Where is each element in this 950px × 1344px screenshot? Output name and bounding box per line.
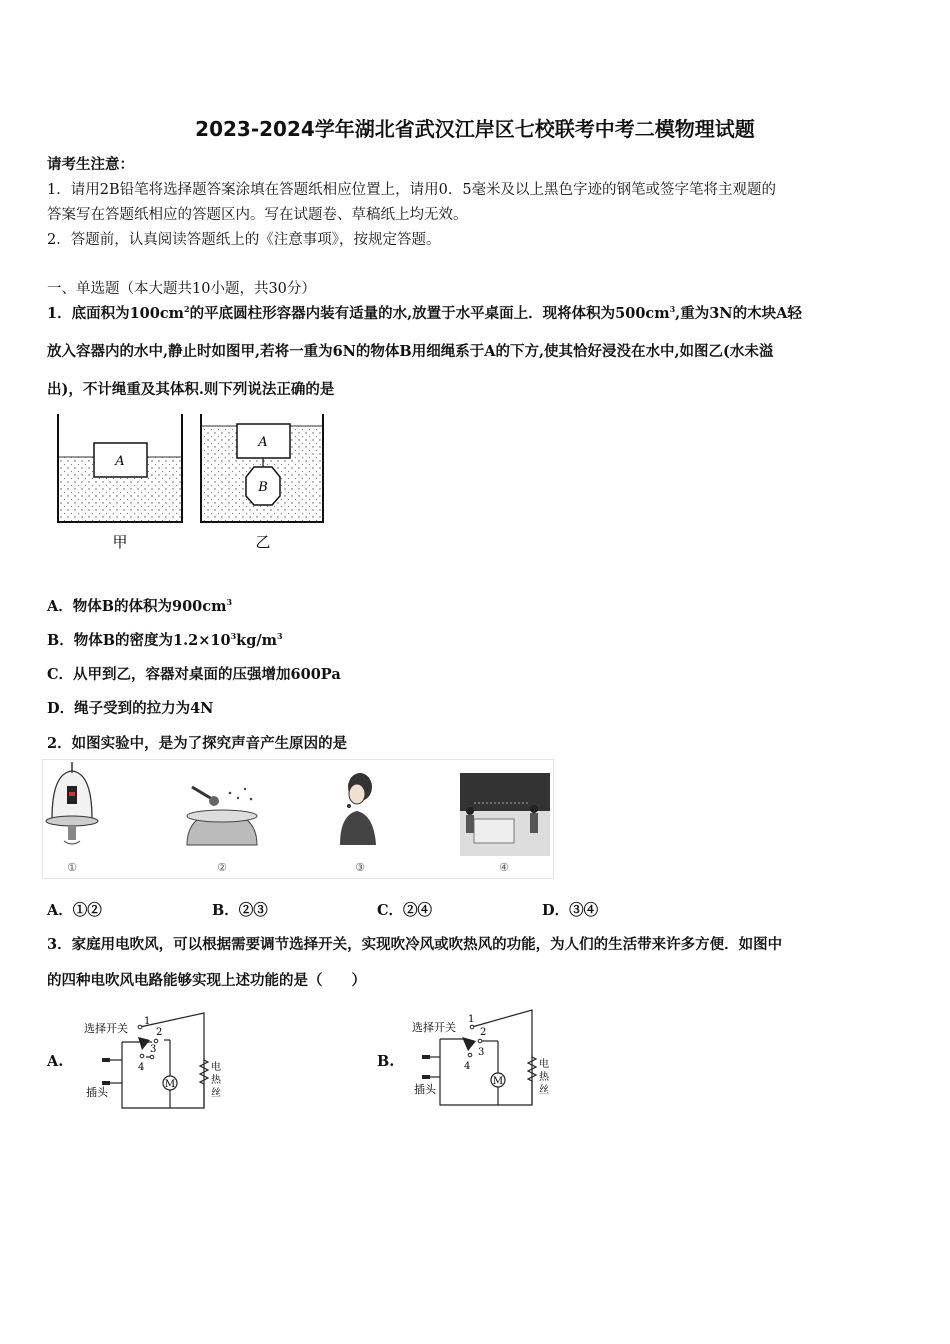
q2-label-2: ② [217,861,227,874]
q1-stem-line-1: 1．底面积为$100cm^2$的平底圆柱形容器内装有适量的水,放置于水平桌面上．现将体积为$500cm^3$,重为3N的木块A轻 [47,304,802,322]
heater-b-1: 电 [539,1059,549,1070]
heater-a-3: 丝 [211,1088,221,1099]
circuit-b-n2: 2 [480,1027,487,1038]
q2-stem: 2．如图实验中，是为了探究声音产生原因的是 [47,735,348,752]
q1-figure [52,410,332,555]
plug-label-b: 插头 [414,1083,436,1096]
q1-stem-line-2: 放入容器内的水中,静止时如图甲,若将一重为6N的物体B用细绳系于A的下方,使其恰好浸没在水中,如图乙(水未溢 [47,343,774,360]
fig-yi-caption: 乙 [255,533,271,551]
circuit-b-n1: 1 [468,1014,475,1025]
notice-line-3: 2．答题前，认真阅读答题纸上的《注意事项》，按规定答题。 [47,232,441,248]
block-a-label: A [115,454,125,469]
switch-label-b: 选择开关 [412,1021,456,1034]
q2-option-d[interactable]: D．③④ [542,902,599,919]
notice-line-1: 1．请用2B铅笔将选择题答案涂填在答题纸相应位置上，请用0．5毫米及以上黑色字迹的钢笔或签字笔将主观题的 [47,182,777,198]
circuit-b-n4: 4 [464,1061,471,1072]
circuit-a-n2: 2 [156,1027,163,1038]
circuit-b [408,1007,558,1111]
container-jia [58,414,182,522]
q2-label-3: ③ [355,861,365,874]
switch-label-a: 选择开关 [84,1022,128,1035]
q2-label-4: ④ [499,861,509,874]
block-a2-label: A [258,435,268,450]
notice-line-2: 答案写在答题纸相应的答题区内。写在试题卷、草稿纸上均无效。 [47,207,468,223]
q3-stem-line-1: 3．家庭用电吹风，可以根据需要调节选择开关，实现吹冷风或吹热风的功能，为人们的生活带来许多方便．如图中 [47,936,783,953]
circuit-a-n4: 4 [138,1062,145,1073]
heater-b-2: 热 [539,1072,549,1083]
block-b-label: B [258,480,268,495]
q2-option-c[interactable]: C．②④ [377,902,433,919]
classroom-image [460,773,550,856]
fig-jia-caption: 甲 [112,533,128,551]
q1-option-b[interactable]: B．物体B的密度为$1.2\times 10^3kg/m^3$ [47,631,283,649]
section-heading: 一、单选题（本大题共10小题，共30分） [47,281,316,297]
page-title: 2023-2024学年湖北省武汉江岸区七校联考中考二模物理试题 [195,117,755,141]
circuit-b-n3: 3 [478,1047,485,1058]
notice-heading: 请考生注意： [47,156,134,173]
q2-label-1: ① [67,861,77,874]
motor-a: M [164,1079,176,1090]
q3-stem-line-2: 的四种电吹风电路能够实现上述功能的是（ ） [47,972,366,989]
q1-option-c[interactable]: C．从甲到乙，容器对桌面的压强增加600Pa [47,666,341,683]
q3-option-a[interactable]: A. [47,1053,64,1070]
heater-a-1: 电 [211,1062,221,1073]
motor-b: M [492,1076,504,1087]
container-yi [201,414,323,522]
circuit-a-n1: 1 [144,1016,151,1027]
plug-label-a: 插头 [86,1086,108,1099]
q3-option-b[interactable]: B. [377,1053,395,1070]
q1-option-a[interactable]: A．物体B的体积为$900cm^3$ [47,597,233,615]
heater-a-2: 热 [211,1075,221,1086]
q2-figure [42,759,554,879]
q1-option-d[interactable]: D．绳子受到的拉力为4N [47,700,214,717]
circuit-a [80,1010,230,1114]
q2-option-b[interactable]: B．②③ [212,902,268,919]
heater-b-3: 丝 [539,1085,549,1096]
circuit-a-n3: 3 [150,1044,157,1055]
q1-stem-line-3: 出)，不计绳重及其体积.则下列说法正确的是 [47,381,335,398]
q2-option-a[interactable]: A．①② [47,902,102,919]
